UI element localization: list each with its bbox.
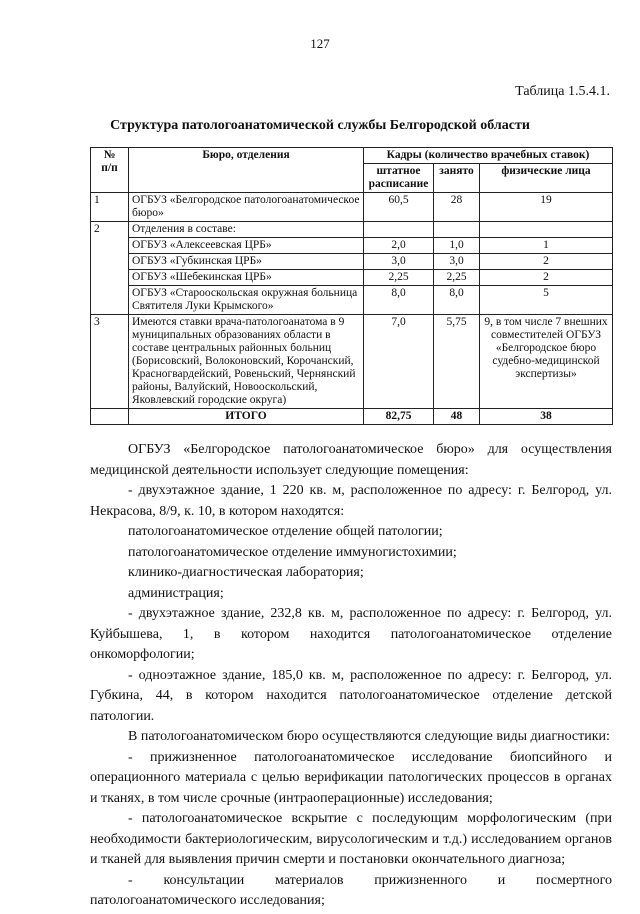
cell-occupied: 8,0 bbox=[434, 286, 480, 315]
table-row bbox=[91, 270, 613, 286]
header-staff-group: Кадры (количество врачебных ставок) bbox=[364, 148, 613, 164]
cell-occupied: 3,0 bbox=[434, 254, 480, 270]
header-occupied: занято bbox=[434, 164, 480, 193]
cell-num: 1 bbox=[91, 193, 129, 222]
cell-name: ОГБУЗ «Губкинская ЦРБ» bbox=[129, 254, 364, 270]
paragraph: - двухэтажное здание, 232,8 кв. м, расположенное по адресу: г. Белгород, ул. Куйбышева, 1, в котором находится патологоанатомическое отделение онкоморфологии; bbox=[90, 606, 612, 662]
paragraph: - прижизненное патологоанатомическое исследование биопсийного и операционного материала с целью верификации патологических процессов в органах и тканях, в том числе срочные (интраоперационные) исследования; bbox=[90, 749, 612, 806]
cell-persons: 5 bbox=[480, 286, 613, 315]
cell-plan bbox=[364, 222, 434, 238]
cell-num: 2 bbox=[91, 222, 129, 315]
paragraph: - патологоанатомическое вскрытие с последующим морфологическим (при необходимости бактериологическим, вирусологическим и т.д.) исследованием органов и тканей для выявления причин смерти и постановки окончательного диагноза; bbox=[90, 811, 612, 867]
paragraph: - консультации материалов прижизненного и посмертного патологоанатомического исследования; bbox=[90, 872, 612, 908]
cell-persons: 2 bbox=[480, 270, 613, 286]
table-label: Таблица 1.5.4.1. bbox=[515, 84, 610, 99]
table-title: Структура патологоанатомической службы Белгородской области bbox=[110, 118, 530, 133]
staff-table bbox=[90, 147, 613, 425]
cell-num: 3 bbox=[91, 315, 129, 409]
cell-plan: 8,0 bbox=[364, 286, 434, 315]
header-num: № п/п bbox=[91, 148, 129, 193]
header-persons: физические лица bbox=[480, 164, 613, 193]
cell-occupied: 1,0 bbox=[434, 238, 480, 254]
total-occupied: 48 bbox=[434, 409, 480, 425]
total-plan: 82,75 bbox=[364, 409, 434, 425]
page-number: 127 bbox=[310, 36, 330, 51]
cell-persons: 2 bbox=[480, 254, 613, 270]
table-row bbox=[91, 193, 613, 222]
paragraph: ОГБУЗ «Белгородское патологоанатомическое бюро» для осуществления медицинской деятельности использует следующие помещения: bbox=[90, 442, 612, 478]
table-total-row bbox=[91, 409, 613, 425]
table-row bbox=[91, 254, 613, 270]
paragraph: - двухэтажное здание, 1 220 кв. м, расположенное по адресу: г. Белгород, ул. Некрасова, 8/9, к. 10, в котором находятся: bbox=[90, 483, 612, 519]
table-header-row bbox=[91, 148, 613, 164]
cell-plan: 7,0 bbox=[364, 315, 434, 409]
header-dept: Бюро, отделения bbox=[129, 148, 364, 193]
cell-persons: 19 bbox=[480, 193, 613, 222]
table-row bbox=[91, 286, 613, 315]
total-persons: 38 bbox=[480, 409, 613, 425]
body-text bbox=[90, 440, 612, 912]
paragraph: администрация; bbox=[128, 585, 224, 601]
cell-name: ОГБУЗ «Шебекинская ЦРБ» bbox=[129, 270, 364, 286]
cell-occupied: 2,25 bbox=[434, 270, 480, 286]
paragraph: патологоанатомическое отделение общей патологии; bbox=[128, 524, 443, 539]
table-row bbox=[91, 238, 613, 254]
cell-persons: 1 bbox=[480, 238, 613, 254]
cell-name: Имеются ставки врача-патологоанатома в 9 муниципальных образованиях области в составе центральных районных больниц (Борисовский, Волоконовский, Корочанский, Красногвардейский, Ровеньский, Чернянский районы, Валуйский, Новооскольский, Яковлевский городские округа) bbox=[129, 315, 364, 409]
table-row bbox=[91, 315, 613, 409]
cell-name: ОГБУЗ «Старооскольская окружная больница Святителя Луки Крымского» bbox=[129, 286, 364, 315]
table-row bbox=[91, 222, 613, 238]
cell-name: ОГБУЗ «Алексеевская ЦРБ» bbox=[129, 238, 364, 254]
cell-persons bbox=[480, 222, 613, 238]
cell-name: Отделения в составе: bbox=[129, 222, 364, 238]
cell-plan: 60,5 bbox=[364, 193, 434, 222]
cell-occupied bbox=[434, 222, 480, 238]
paragraph: В патологоанатомическом бюро осуществляются следующие виды диагностики: bbox=[128, 729, 610, 744]
paragraph: клинико-диагностическая лаборатория; bbox=[128, 565, 364, 580]
cell-name: ОГБУЗ «Белгородское патологоанатомическое бюро» bbox=[129, 193, 364, 222]
cell-plan: 2,0 bbox=[364, 238, 434, 254]
paragraph: - одноэтажное здание, 185,0 кв. м, расположенное по адресу: г. Белгород, ул. Губкина, 44, в котором находится патологоанатомическое отделение детской патологии. bbox=[90, 667, 612, 724]
cell-occupied: 28 bbox=[434, 193, 480, 222]
paragraph: патологоанатомическое отделение иммуногистохимии; bbox=[128, 544, 457, 560]
cell-num bbox=[91, 409, 129, 425]
cell-plan: 2,25 bbox=[364, 270, 434, 286]
cell-persons: 9, в том числе 7 внешних совместителей ОГБУЗ «Белгородское бюро судебно-медицинской экспертизы» bbox=[480, 315, 613, 409]
total-label: ИТОГО bbox=[129, 409, 364, 425]
cell-occupied: 5,75 bbox=[434, 315, 480, 409]
header-staff-plan: штатное расписание bbox=[364, 164, 434, 193]
cell-plan: 3,0 bbox=[364, 254, 434, 270]
